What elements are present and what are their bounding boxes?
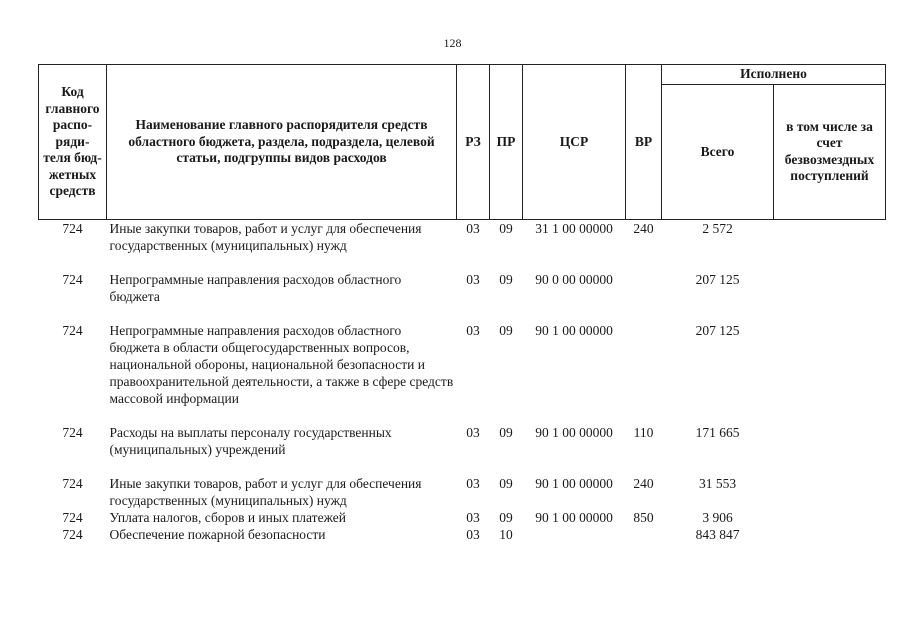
cell-vr [626, 271, 662, 305]
cell-name: Расходы на выплаты персоналу государственных (муниципальных) учреждений [109, 425, 392, 457]
cell-rz: 03 [466, 510, 480, 525]
cell-total: 843 847 [695, 527, 740, 542]
cell-name: Непрограммные направления расходов областного бюджета [109, 272, 402, 304]
header-rz: РЗ [457, 65, 490, 220]
budget-table [38, 64, 886, 543]
cell-name: Непрограммные направления расходов областного бюджета в области общегосударственных вопросов, национальной обороны, национальной безопасности и правоохранительной деятельности, а также в сфере средств массовой информации [109, 323, 454, 406]
cell-csr [523, 526, 626, 543]
cell-code: 724 [62, 527, 83, 542]
cell-free [774, 526, 886, 543]
header-code: Код главного распо- ряди- теля бюд- жетных средств [39, 65, 107, 220]
cell-rz: 03 [466, 323, 480, 338]
cell-csr: 90 0 00 00000 [535, 272, 613, 287]
cell-vr: 240 [633, 221, 654, 236]
table-row [39, 424, 886, 458]
cell-name: Иные закупки товаров, работ и услуг для обеспечения государственных (муниципальных) нужд [109, 221, 422, 253]
cell-code: 724 [62, 272, 83, 287]
cell-vr [626, 322, 662, 407]
cell-rz: 03 [466, 476, 480, 491]
cell-total: 207 125 [695, 323, 740, 338]
cell-name: Обеспечение пожарной безопасности [109, 527, 326, 542]
header-executed: Исполнено [662, 65, 886, 85]
table-row [39, 509, 886, 526]
header-total: Всего [662, 84, 774, 220]
cell-csr: 90 1 00 00000 [535, 425, 613, 440]
cell-free [774, 509, 886, 526]
cell-free [774, 475, 886, 509]
cell-total: 207 125 [695, 272, 740, 287]
cell-pr: 10 [499, 527, 513, 542]
cell-code: 724 [62, 425, 83, 440]
cell-code: 724 [62, 510, 83, 525]
header-pr: ПР [490, 65, 523, 220]
cell-pr: 09 [499, 221, 513, 236]
cell-code: 724 [62, 476, 83, 491]
cell-rz: 03 [466, 272, 480, 287]
cell-pr: 09 [499, 510, 513, 525]
cell-vr: 110 [633, 425, 654, 440]
cell-rz: 03 [466, 221, 480, 236]
header-free: в том числе за счет безвозмездных поступлений [774, 84, 886, 220]
cell-csr: 90 1 00 00000 [535, 510, 613, 525]
cell-csr: 90 1 00 00000 [535, 323, 613, 338]
cell-name: Уплата налогов, сборов и иных платежей [109, 510, 346, 525]
cell-pr: 09 [499, 323, 513, 338]
header-csr: ЦСР [523, 65, 626, 220]
cell-code: 724 [62, 221, 83, 236]
table-body [39, 220, 886, 544]
cell-rz: 03 [466, 425, 480, 440]
cell-name: Иные закупки товаров, работ и услуг для обеспечения государственных (муниципальных) нужд [109, 476, 422, 508]
cell-vr [626, 526, 662, 543]
cell-vr: 240 [633, 476, 654, 491]
cell-rz: 03 [466, 527, 480, 542]
table-row [39, 526, 886, 543]
page-number: 128 [443, 36, 462, 50]
cell-pr: 09 [499, 272, 513, 287]
cell-total: 2 572 [702, 221, 733, 236]
cell-free [774, 220, 886, 255]
table-row [39, 271, 886, 305]
cell-total: 3 906 [702, 510, 733, 525]
table-row [39, 322, 886, 407]
cell-csr: 31 1 00 00000 [535, 221, 613, 236]
cell-total: 171 665 [695, 425, 740, 440]
table-row [39, 475, 886, 509]
header-name: Наименование главного распорядителя средств областного бюджета, раздела, подраздела, целевой статьи, подгруппы видов расходов [107, 65, 457, 220]
cell-pr: 09 [499, 476, 513, 491]
cell-csr: 90 1 00 00000 [535, 476, 613, 491]
table-row [39, 220, 886, 255]
cell-code: 724 [62, 323, 83, 338]
cell-vr: 850 [633, 510, 654, 525]
cell-free [774, 322, 886, 407]
cell-total: 31 553 [698, 476, 737, 491]
cell-pr: 09 [499, 425, 513, 440]
cell-free [774, 424, 886, 458]
cell-free [774, 271, 886, 305]
header-vr: ВР [626, 65, 662, 220]
